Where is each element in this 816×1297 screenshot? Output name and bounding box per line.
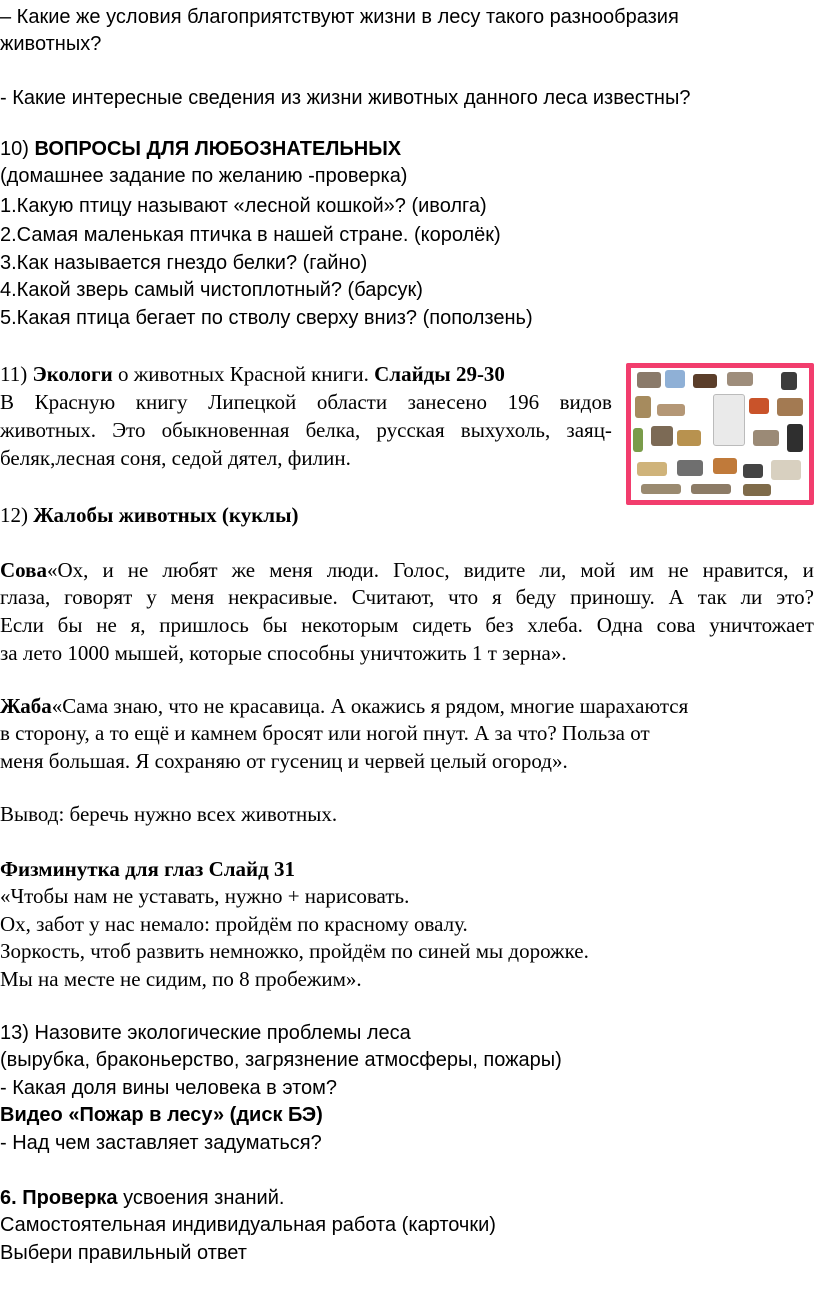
bug-icon [743, 464, 763, 478]
owl-complaint-line-4: за лето 1000 мышей, которые способны уничтожить 1 т зерна». [0, 641, 567, 665]
word: и [102, 558, 114, 582]
toad-name: Жаба [0, 694, 52, 718]
word: Это [112, 418, 146, 442]
eye-exercise-title: Физминутка для глаз Слайд 31 [0, 857, 296, 881]
word: беду [515, 585, 557, 609]
dormouse-icon [637, 462, 667, 476]
question-13-answers: (вырубка, браконьерство, загрязнение атмосферы, пожары) [0, 1049, 562, 1071]
question-conditions-cont: животных? [0, 33, 102, 55]
section-6-text: усвоения знаний. [117, 1187, 285, 1209]
word: ли, [539, 558, 567, 582]
section-11-paragraph-line-1 [0, 389, 612, 415]
section-11-text: о животных Красной книги. [112, 362, 375, 386]
question-13-think: - Над чем заставляет задуматься? [0, 1132, 322, 1154]
squirrel-icon [749, 398, 769, 414]
heron-icon [753, 430, 779, 446]
word: Красную [34, 390, 116, 414]
question-5: 5.Какая птица бегает по стволу сверху вниз? (поползень) [0, 307, 533, 329]
question-conditions: – Какие же условия благоприятствуют жизни в лесу такого разнообразия [0, 6, 679, 28]
word: русская [376, 418, 445, 442]
section-11-slides: Слайды 29-30 [374, 362, 505, 386]
section-6-check: 6. Проверка [0, 1187, 118, 1209]
section-10-number: 10) [0, 138, 35, 160]
section-12-number: 12) [0, 503, 34, 527]
section-6-choose: Выбери правильный ответ [0, 1242, 247, 1264]
fox-icon [713, 458, 737, 474]
section-12-title: Жалобы животных (куклы) [33, 503, 299, 527]
eye-exercise-line-1: «Чтобы нам не уставать, нужно + нарисовать. [0, 884, 410, 908]
word: некоторым [301, 613, 399, 637]
word: видов [559, 390, 612, 414]
word: не [96, 613, 117, 637]
question-facts: - Какие интересные сведения из жизни животных данного леса известны? [0, 87, 691, 109]
owl-complaint-line-2 [0, 584, 814, 610]
word: выхухоль, [460, 418, 551, 442]
bird-icon [657, 404, 685, 416]
word: хлеба. [527, 613, 583, 637]
word: Одна [596, 613, 643, 637]
red-book-animals-image [626, 363, 814, 505]
word: белка, [305, 418, 361, 442]
word: и [802, 558, 814, 582]
word: животных. [0, 418, 97, 442]
word: что [448, 585, 479, 609]
word: любят [162, 558, 218, 582]
animals-collage [631, 368, 809, 500]
word: у [146, 585, 157, 609]
word: так [697, 585, 727, 609]
owl-name: Сова [0, 558, 47, 582]
word: сова [656, 613, 696, 637]
mink-icon [693, 374, 717, 388]
section-12-heading [0, 502, 298, 528]
question-3: 3.Как называется гнездо белки? (гайно) [0, 252, 368, 274]
owl-icon [635, 396, 651, 418]
word: Если [0, 613, 44, 637]
question-1: 1.Какую птицу называют «лесной кошкой»? (иволга) [0, 195, 487, 217]
hawk-icon [777, 398, 803, 416]
word: Считают, [351, 585, 435, 609]
word: Голос, [393, 558, 450, 582]
owl-complaint-line-1 [0, 557, 814, 583]
owl-complaint-line-3 [0, 612, 814, 638]
section-10-heading [0, 136, 401, 162]
butterfly-icon [665, 370, 685, 388]
owl-name-and-word: Сова«Ох, [0, 558, 89, 582]
swallowtail-icon [771, 460, 801, 480]
word: нравится, [702, 558, 789, 582]
word: 196 [507, 390, 540, 414]
word: глаза, [0, 585, 51, 609]
stag-beetle-icon [787, 424, 803, 452]
word: занесено [407, 390, 487, 414]
beetle-icon [781, 372, 797, 390]
badger-icon [637, 372, 661, 388]
plant-icon [633, 428, 643, 452]
word: не [127, 558, 149, 582]
section-10-subtitle: (домашнее задание по желанию -проверка) [0, 165, 408, 187]
word: пришлось [159, 613, 249, 637]
word: некрасивые. [228, 585, 338, 609]
question-13: 13) Назовите экологические проблемы леса [0, 1022, 411, 1044]
word: Липецкой [208, 390, 297, 414]
toad-complaint-line-2: в сторону, а то ещё и камнем бросят или ногой пнут. А за что? Польза от [0, 721, 650, 745]
word: видите [463, 558, 526, 582]
region-map-icon [713, 394, 745, 446]
section-6-heading [0, 1185, 284, 1211]
word: бы [262, 613, 288, 637]
word: сидеть [412, 613, 472, 637]
section-11-paragraph-line-2 [0, 417, 612, 443]
toad-text-1: «Сама знаю, что не красавица. А окажись я рядом, многие шарахаются [51, 694, 689, 718]
conclusion: Вывод: беречь нужно всех животных. [0, 802, 338, 826]
word: говорят [64, 585, 133, 609]
word: книгу [135, 390, 188, 414]
crane-icon [651, 426, 673, 446]
word: я, [130, 613, 146, 637]
word: обыкновенная [161, 418, 290, 442]
section-11-paragraph-line-3: беляк,лесная соня, седой дятел, филин. [0, 446, 351, 470]
hamster-icon [677, 430, 701, 446]
word: уничтожает [709, 613, 814, 637]
toad-complaint-line-1 [0, 693, 688, 719]
section-11-heading [0, 361, 505, 387]
eye-exercise-line-4: Мы на месте не сидим, по 8 пробежим». [0, 967, 362, 991]
section-10-title: ВОПРОСЫ ДЛЯ ЛЮБОЗНАТЕЛЬНЫХ [34, 138, 402, 160]
word: мой [580, 558, 616, 582]
word: же [231, 558, 256, 582]
word: люди. [326, 558, 380, 582]
word: без [485, 613, 514, 637]
word: заяц- [566, 418, 612, 442]
hedgehog-icon [641, 484, 681, 494]
word: приношу. [570, 585, 655, 609]
question-4: 4.Какой зверь самый чистоплотный? (барсук) [0, 279, 423, 301]
otter-icon [727, 372, 753, 386]
section-11-ecologists: Экологи [32, 362, 113, 386]
video-title: Видео «Пожар в лесу» (диск БЭ) [0, 1104, 323, 1126]
marten-icon [691, 484, 731, 494]
word: меня [170, 585, 215, 609]
word: не [668, 558, 689, 582]
word: В [0, 390, 15, 414]
word: им [629, 558, 654, 582]
word: ли [740, 585, 763, 609]
eye-exercise-line-3: Зоркость, чтоб развить немножко, пройдём по синей мы дорожке. [0, 939, 589, 963]
lizard-icon [743, 484, 771, 496]
word: меня [269, 558, 313, 582]
word: я [492, 585, 502, 609]
word: области [316, 390, 388, 414]
word: это? [776, 585, 814, 609]
moth-icon [677, 460, 703, 476]
question-2: 2.Самая маленькая птичка в нашей стране. (королёк) [0, 224, 501, 246]
question-13-guilt: - Какая доля вины человека в этом? [0, 1077, 338, 1099]
toad-complaint-line-3: меня большая. Я сохраняю от гусениц и червей целый огород». [0, 749, 568, 773]
section-11-number: 11) [0, 362, 33, 386]
eye-exercise-line-2: Ох, забот у нас немало: пройдём по красному овалу. [0, 912, 468, 936]
word: бы [57, 613, 83, 637]
word: А [668, 585, 684, 609]
section-6-work: Самостоятельная индивидуальная работа (карточки) [0, 1214, 496, 1236]
